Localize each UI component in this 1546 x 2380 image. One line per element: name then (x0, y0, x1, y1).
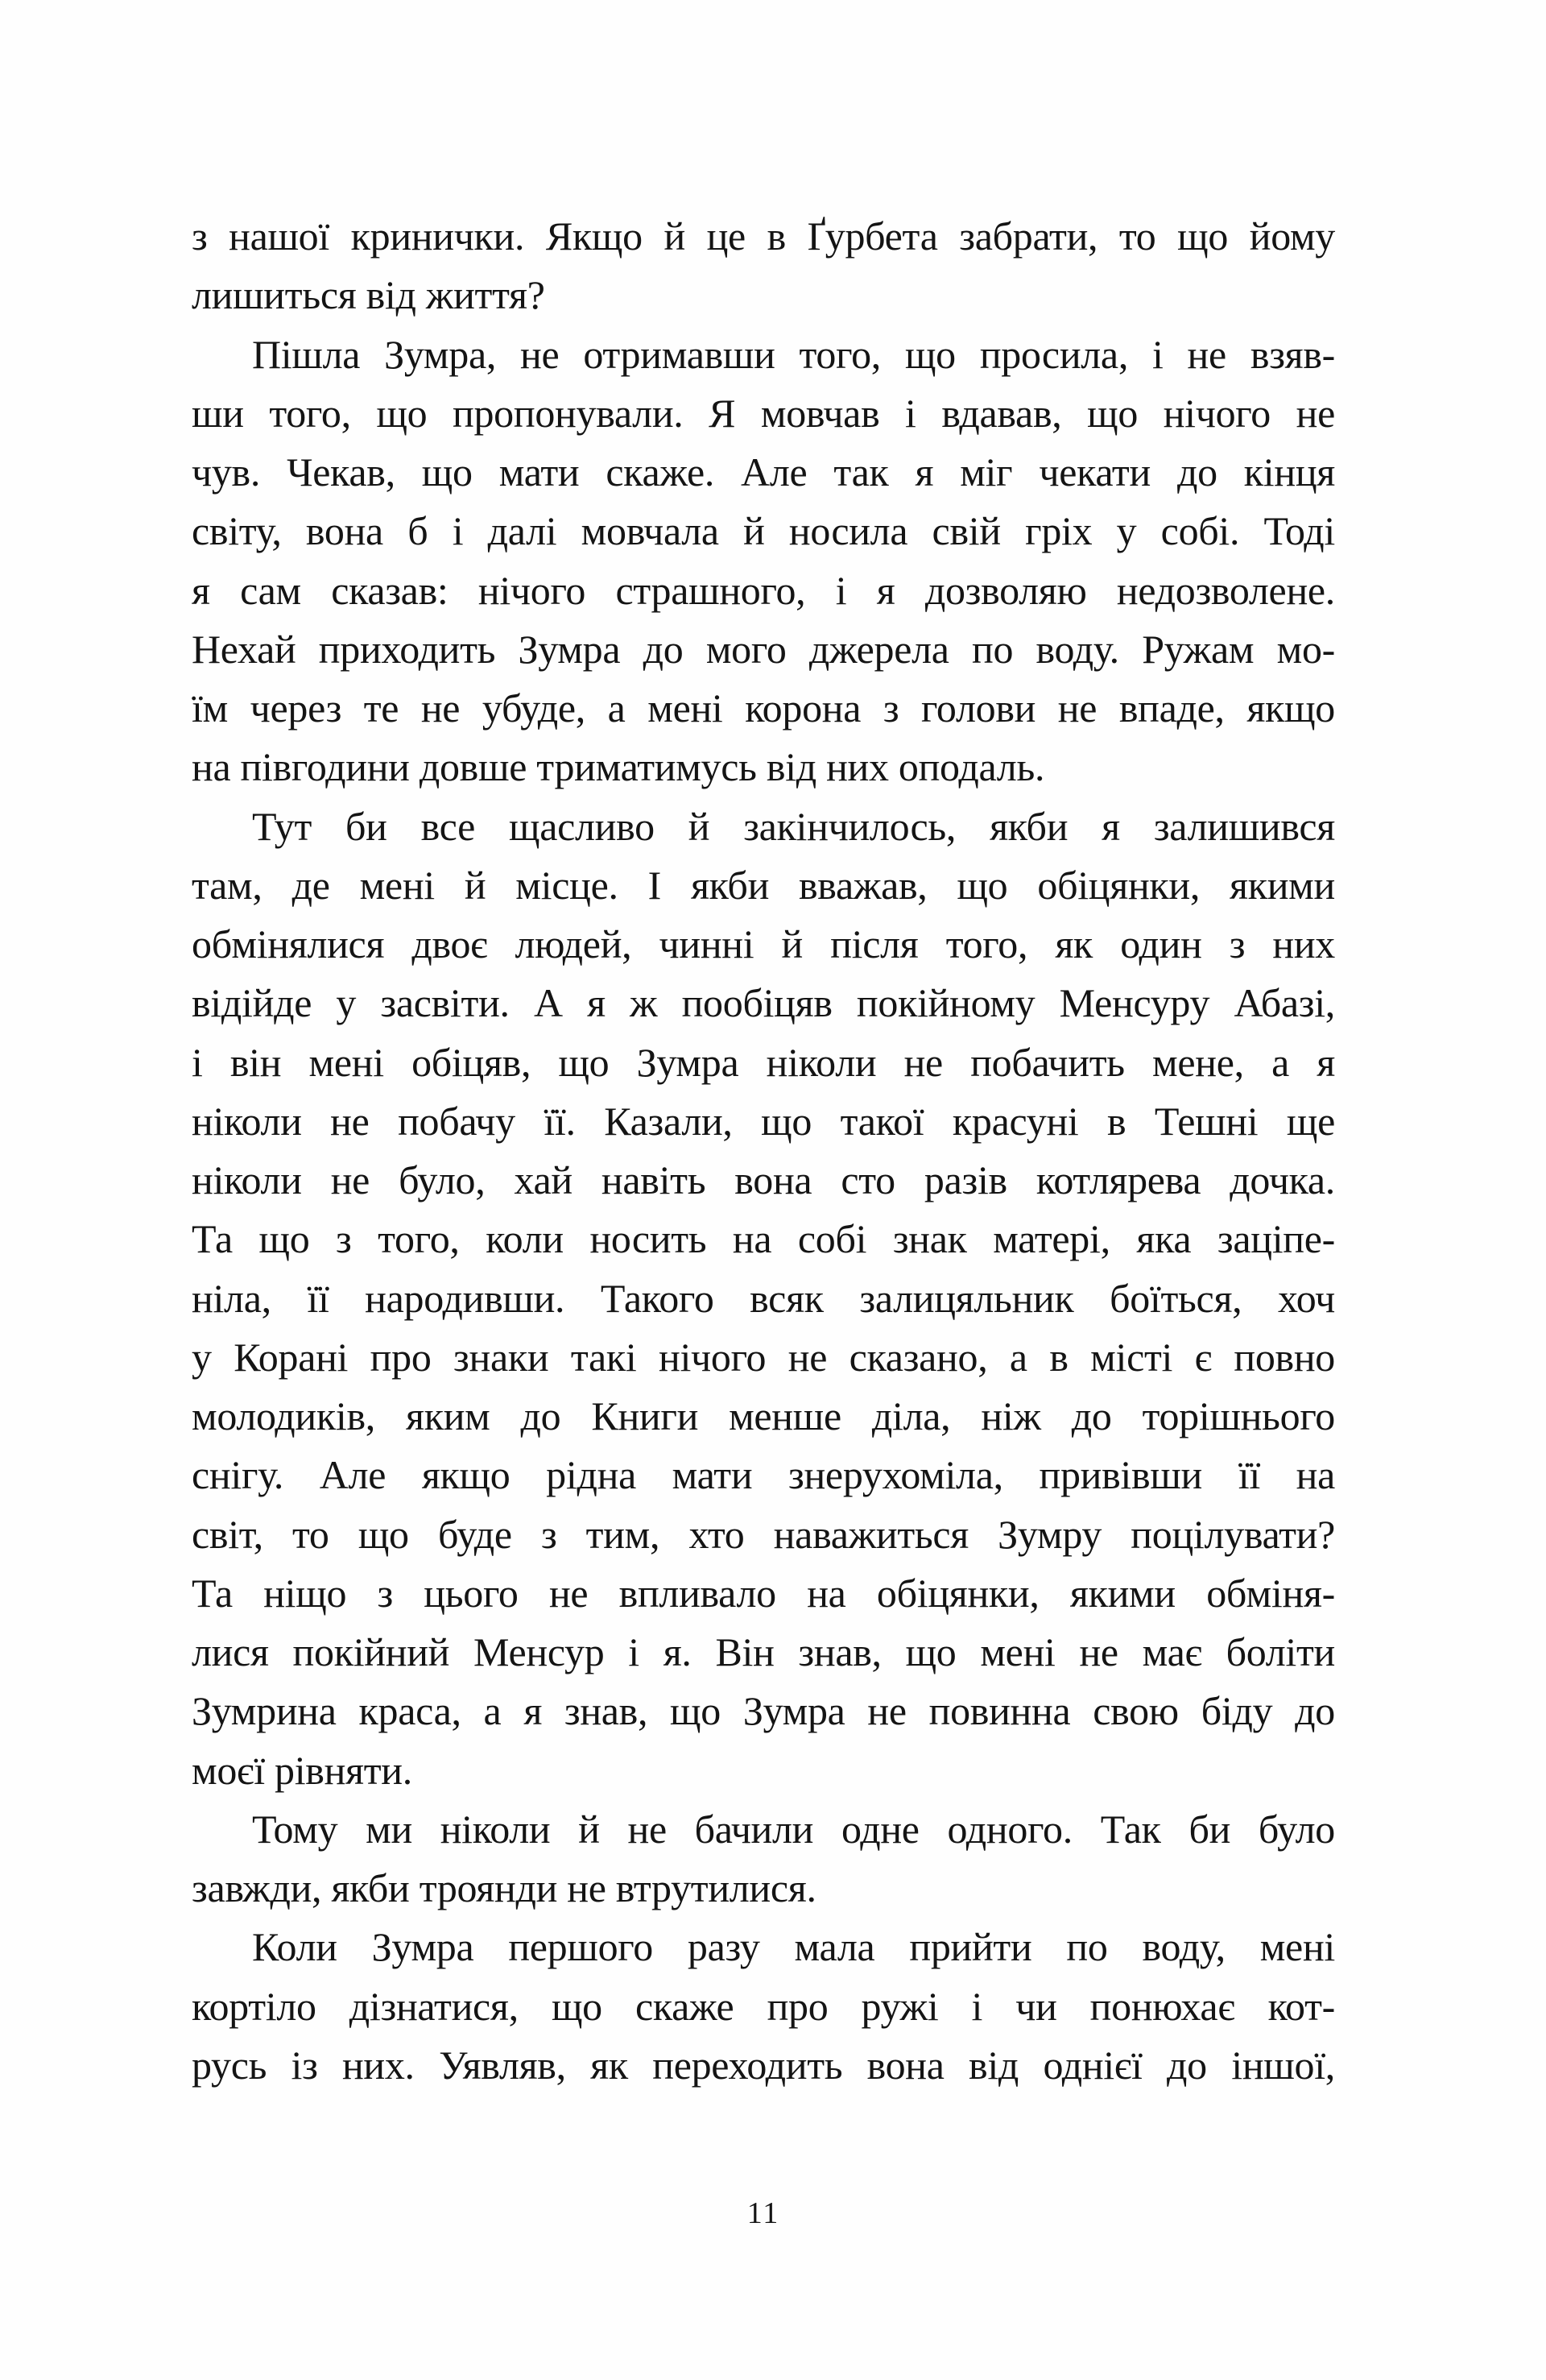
text-line: русь із них. Уявляв, як переходить вона від однієї до іншої, (192, 2042, 1335, 2088)
text-line: я сам сказав: нічого страшного, і я дозволяю недозволене. (192, 567, 1335, 613)
text-line: їм через те не убуде, а мені корона з голови не впаде, якщо (192, 685, 1335, 731)
text-line: ніла, її народивши. Такого всяк залицяльник боїться, хоч (192, 1275, 1335, 1321)
text-line: Нехай приходить Зумра до мого джерела по воду. Ружам мо- (192, 626, 1335, 672)
text-line: чув. Чекав, що мати скаже. Але так я міг чекати до кінця (192, 449, 1335, 495)
text-line: Та ніщо з цього не впливало на обіцянки, якими обміня- (192, 1570, 1335, 1616)
page-number: 11 (746, 2196, 780, 2230)
text-line: там, де мені й місце. І якби вважав, що обіцянки, якими (192, 862, 1335, 908)
text-line: Тут би все щасливо й закінчилось, якби я залишився (252, 803, 1335, 849)
page-text-block (192, 207, 1335, 2095)
text-line: моєї рівняти. (192, 1747, 412, 1793)
text-line: молодиків, яким до Книги менше діла, ніж до торішнього (192, 1393, 1335, 1438)
text-line: Тому ми ніколи й не бачили одне одного. Так би було (252, 1806, 1335, 1852)
text-line: і він мені обіцяв, що Зумра ніколи не побачить мене, а я (192, 1039, 1335, 1085)
text-line: ніколи не побачу її. Казали, що такої красуні в Тешні ще (192, 1098, 1335, 1144)
text-line: Пішла Зумра, не отримавши того, що просила, і не взяв- (252, 331, 1335, 377)
text-line: у Корані про знаки такі нічого не сказано, а в місті є повно (192, 1334, 1335, 1380)
text-line: відійде у засвіти. А я ж пообіцяв покійному Менсуру Абазі, (192, 980, 1335, 1026)
text-line: кортіло дізнатися, що скаже про ружі і чи понюхає кот- (192, 1983, 1335, 2029)
text-line: ши того, що пропонували. Я мовчав і вдавав, що нічого не (192, 390, 1335, 436)
text-line: лишиться від життя? (192, 272, 545, 318)
text-line: світ, то що буде з тим, хто наважиться Зумру поцілувати? (192, 1511, 1335, 1557)
text-line: ніколи не було, хай навіть вона сто разів котлярева дочка. (192, 1157, 1335, 1202)
text-line: Та що з того, коли носить на собі знак матері, яка заціпе- (192, 1216, 1335, 1262)
text-line: обмінялися двоє людей, чинні й після того, як один з них (192, 921, 1335, 966)
text-line: Коли Зумра першого разу мала прийти по воду, мені (252, 1924, 1335, 1970)
text-line: завжди, якби троянди не втрутилися. (192, 1865, 816, 1910)
text-line: снігу. Але якщо рідна мати знерухоміла, привівши її на (192, 1452, 1335, 1498)
text-line: Зумрина краса, а я знав, що Зумра не повинна свою біду до (192, 1688, 1335, 1734)
text-line: на півгодини довше триматимусь від них оподаль. (192, 744, 1045, 790)
text-line: з нашої кринички. Якщо й це в Ґурбета забрати, то що йому (192, 213, 1335, 259)
text-line: світу, вона б і далі мовчала й носила свій гріх у собі. Тоді (192, 508, 1335, 554)
text-line: лися покійний Менсур і я. Він знав, що мені не має боліти (192, 1629, 1335, 1674)
